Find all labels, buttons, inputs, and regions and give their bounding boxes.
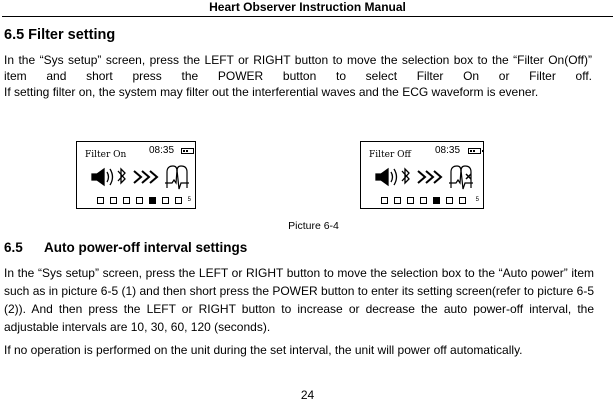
- screen-title: Filter Off: [369, 150, 411, 160]
- screen-time: 08:35: [149, 145, 175, 156]
- ecg-heart-icon: [165, 162, 189, 192]
- screen-time: 08:35: [435, 145, 461, 156]
- ecg-heart-filter-off-icon: [449, 162, 477, 192]
- filter-paragraph-1: In the “Sys setup” screen, press the LEFT or RIGHT button to move the selection box to the “Filter On(Off)” item and short press the POWER button to select Filter On or Filter off.: [4, 53, 592, 83]
- device-screen-filter-on: [76, 141, 196, 209]
- bluetooth-icon: [399, 166, 413, 188]
- page-header: Heart Observer Instruction Manual: [209, 0, 406, 14]
- section-heading-auto-power: Auto power-off interval settings: [44, 240, 248, 255]
- header-divider: [2, 16, 613, 17]
- battery-icon: [181, 148, 194, 154]
- screen-page-number: 5: [475, 197, 479, 203]
- page-indicator: [381, 197, 466, 203]
- auto-power-paragraph-2: If no operation is performed on the unit during the set interval, the unit will power off automatically.: [4, 343, 523, 357]
- page-indicator: [97, 197, 182, 203]
- device-screen-filter-off: [360, 141, 484, 209]
- arrows-icon: [417, 169, 445, 185]
- screen-page-number: 5: [187, 197, 191, 203]
- filter-paragraph-2-wrap: [4, 84, 592, 100]
- section-number-auto-power: 6.5: [4, 240, 23, 255]
- auto-power-paragraph-1: In the “Sys setup” screen, press the LEFT or RIGHT button to move the selection box to the “Auto power” item such as in picture 6-5 (1) and then short press the POWER button to enter its setting screen(refer to picture 6-5 (2)). And then press the LEFT or RIGHT button to increase or decrease the auto power-off interval, the adjustable intervals are 10, 30, 60, 120 (seconds).: [4, 266, 594, 334]
- page-number: 24: [300, 388, 315, 402]
- filter-paragraph-2: If setting filter on, the system may filter out the interferential waves and the ECG waveform is evener.: [4, 85, 539, 99]
- figure-caption: Picture 6-4: [288, 220, 339, 232]
- section-heading-filter: 6.5 Filter setting: [4, 27, 116, 43]
- bluetooth-icon: [115, 166, 129, 188]
- arrows-icon: [133, 169, 161, 185]
- screen-title: Filter On: [85, 150, 127, 160]
- battery-icon: [468, 148, 481, 154]
